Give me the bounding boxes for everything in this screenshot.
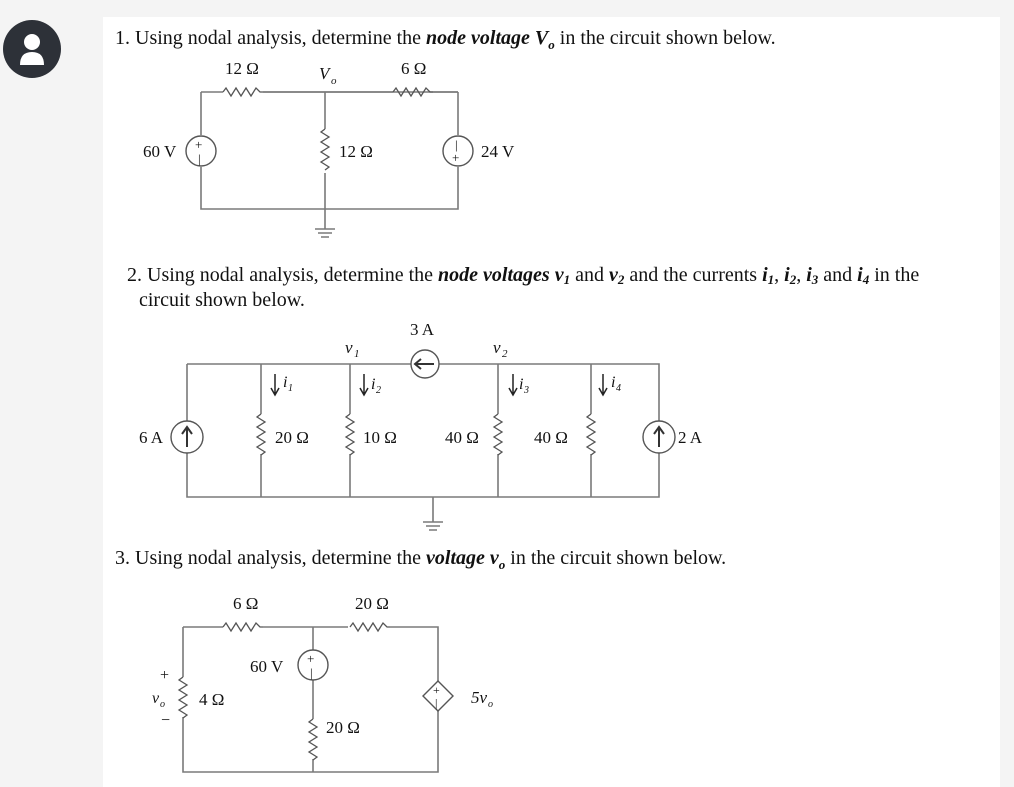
label-vo: V (319, 64, 330, 83)
label-10-ohm: 10 Ω (363, 428, 397, 447)
question-2: 2. Using nodal analysis, determine the node voltages v1 and v2 and the currents i1, i2, i3 and i4 in the (127, 264, 920, 287)
svg-text:+: + (307, 651, 315, 666)
circuit-3 (103, 17, 1000, 787)
label-5vo: 5v (471, 688, 488, 707)
label-6-ohm: 6 Ω (401, 59, 427, 78)
q2-bold: node voltages v (438, 264, 564, 286)
label-12-ohm-vertical: 12 Ω (339, 142, 373, 161)
label-i1: i (283, 374, 288, 391)
q3-suffix: in the circuit shown below. (505, 547, 727, 569)
label-v2: v (493, 338, 501, 357)
resistor-4 (179, 677, 187, 718)
label-60v: 60 V (250, 657, 284, 676)
label-i2-sub: 2 (376, 385, 381, 396)
label-plus: + (160, 667, 170, 684)
person-icon (3, 20, 61, 78)
label-vo-sub: o (331, 75, 337, 87)
label-vo-sub: o (160, 699, 165, 710)
label-minus: − (161, 712, 171, 729)
svg-text:|: | (455, 137, 458, 152)
q1-bold: node voltage V (426, 27, 549, 49)
svg-text:|: | (310, 665, 313, 680)
resistor-20-bottom (309, 719, 317, 760)
label-40-ohm-b: 40 Ω (534, 428, 568, 447)
label-40-ohm-a: 40 Ω (445, 428, 479, 447)
label-v1: v (345, 338, 353, 357)
label-i4-sub: 4 (616, 383, 621, 394)
svg-text:|: | (198, 151, 201, 166)
label-i2: i (371, 376, 376, 393)
svg-text:+: + (195, 137, 203, 152)
label-24v: 24 V (481, 142, 515, 161)
label-20-ohm: 20 Ω (275, 428, 309, 447)
label-vo: v (152, 690, 160, 707)
label-6-ohm: 6 Ω (233, 594, 259, 613)
label-i3: i (519, 376, 524, 393)
label-6a: 6 A (139, 428, 164, 447)
svg-text:+: + (452, 150, 460, 165)
q1-sub: o (548, 37, 555, 52)
q1-text: 1. Using nodal analysis, determine the (115, 27, 427, 49)
q3-bold: voltage v (426, 547, 499, 569)
svg-text:+: + (433, 683, 440, 697)
user-avatar[interactable] (3, 20, 61, 78)
label-i3-sub: 3 (524, 385, 529, 396)
label-2a: 2 A (678, 428, 703, 447)
label-20-ohm-top: 20 Ω (355, 594, 389, 613)
q2-text: 2. Using nodal analysis, determine the (127, 264, 439, 286)
label-i4: i (611, 374, 616, 391)
label-v1-sub: 1 (354, 348, 360, 360)
question-2-line2: circuit shown below. (139, 289, 305, 311)
q3-sub: o (498, 557, 506, 572)
problem-sheet (103, 17, 1000, 787)
q1-suffix: in the circuit shown below. (554, 27, 776, 49)
resistor-20-top (350, 623, 390, 631)
label-v2-sub: 2 (502, 348, 508, 360)
q3-text: 3. Using nodal analysis, determine the (115, 547, 427, 569)
label-5vo-sub: o (488, 699, 493, 710)
label-4-ohm: 4 Ω (199, 690, 225, 709)
resistor-6 (223, 623, 263, 631)
svg-text:|: | (435, 696, 438, 710)
label-60v: 60 V (143, 142, 177, 161)
label-12-ohm: 12 Ω (225, 59, 259, 78)
label-i1-sub: 1 (288, 383, 293, 394)
label-3a: 3 A (410, 320, 435, 339)
label-20-ohm-bottom: 20 Ω (326, 718, 360, 737)
